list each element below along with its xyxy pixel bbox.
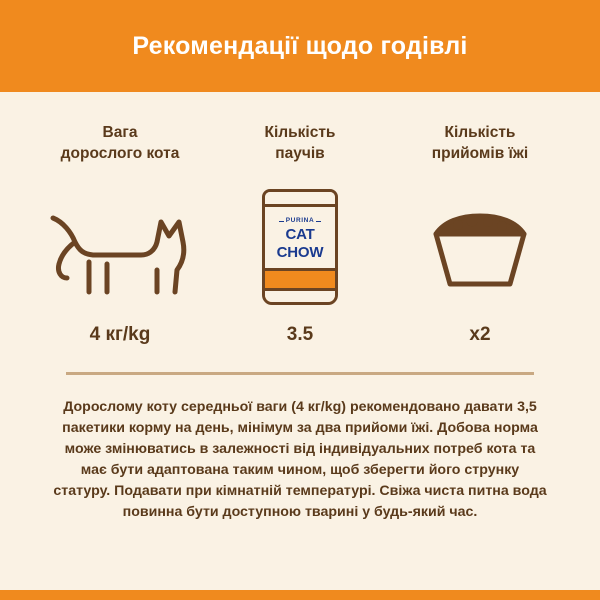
column-title-weight-line2: дорослого кота — [60, 145, 180, 162]
column-title-pouches-line2: паучів — [275, 145, 325, 162]
column-pouch-count — [214, 122, 386, 346]
feeding-columns — [0, 92, 600, 346]
column-meal-count — [394, 122, 566, 346]
food-bowl-icon — [410, 172, 550, 322]
column-title-meals — [432, 122, 528, 166]
pouch-bottom-band — [265, 288, 335, 302]
pouch-brand-label: PURINA — [279, 217, 322, 224]
cat-silhouette-icon — [45, 172, 195, 322]
column-adult-cat-weight — [34, 122, 206, 346]
value-pouches: 3.5 — [286, 324, 314, 345]
pouch-graphic — [262, 189, 338, 305]
column-title-meals-line1: Кількість — [444, 124, 516, 141]
page-header — [0, 0, 600, 92]
pouch-name-line1: CAT — [285, 226, 315, 243]
cat-chow-pouch-icon — [262, 172, 338, 322]
value-weight: 4 кг/kg — [89, 324, 151, 345]
section-divider — [66, 372, 534, 375]
pouch-bottom-stripe — [265, 268, 335, 302]
feeding-description: Дорослому коту середньої ваги (4 кг/kg) рекомендовано давати 3,5 пакетики корму на день, мінімум за два прийоми їжі. Добова норма може змінюватись в залежності від індивідуальних потреб кота та має бути адаптована таким чином, щоб зберегти його струнку статуру. Подавати при кімнатній температурі. Свіжа чиста питна вода повинна бути доступною тварині у будь-який час. — [53, 399, 547, 520]
column-title-weight — [61, 122, 180, 166]
pouch-seal — [265, 192, 335, 207]
column-title-weight-line1: Вага — [102, 124, 138, 141]
footer-accent-bar — [0, 590, 600, 600]
value-meals: x2 — [469, 324, 491, 345]
column-title-pouches — [265, 122, 336, 166]
pouch-name-line2: CHOW — [276, 244, 324, 261]
column-title-pouches-line1: Кількість — [264, 124, 336, 141]
column-title-meals-line2: прийомів їжі — [431, 145, 529, 162]
page-title: Рекомендації щодо годівлі — [132, 31, 468, 60]
